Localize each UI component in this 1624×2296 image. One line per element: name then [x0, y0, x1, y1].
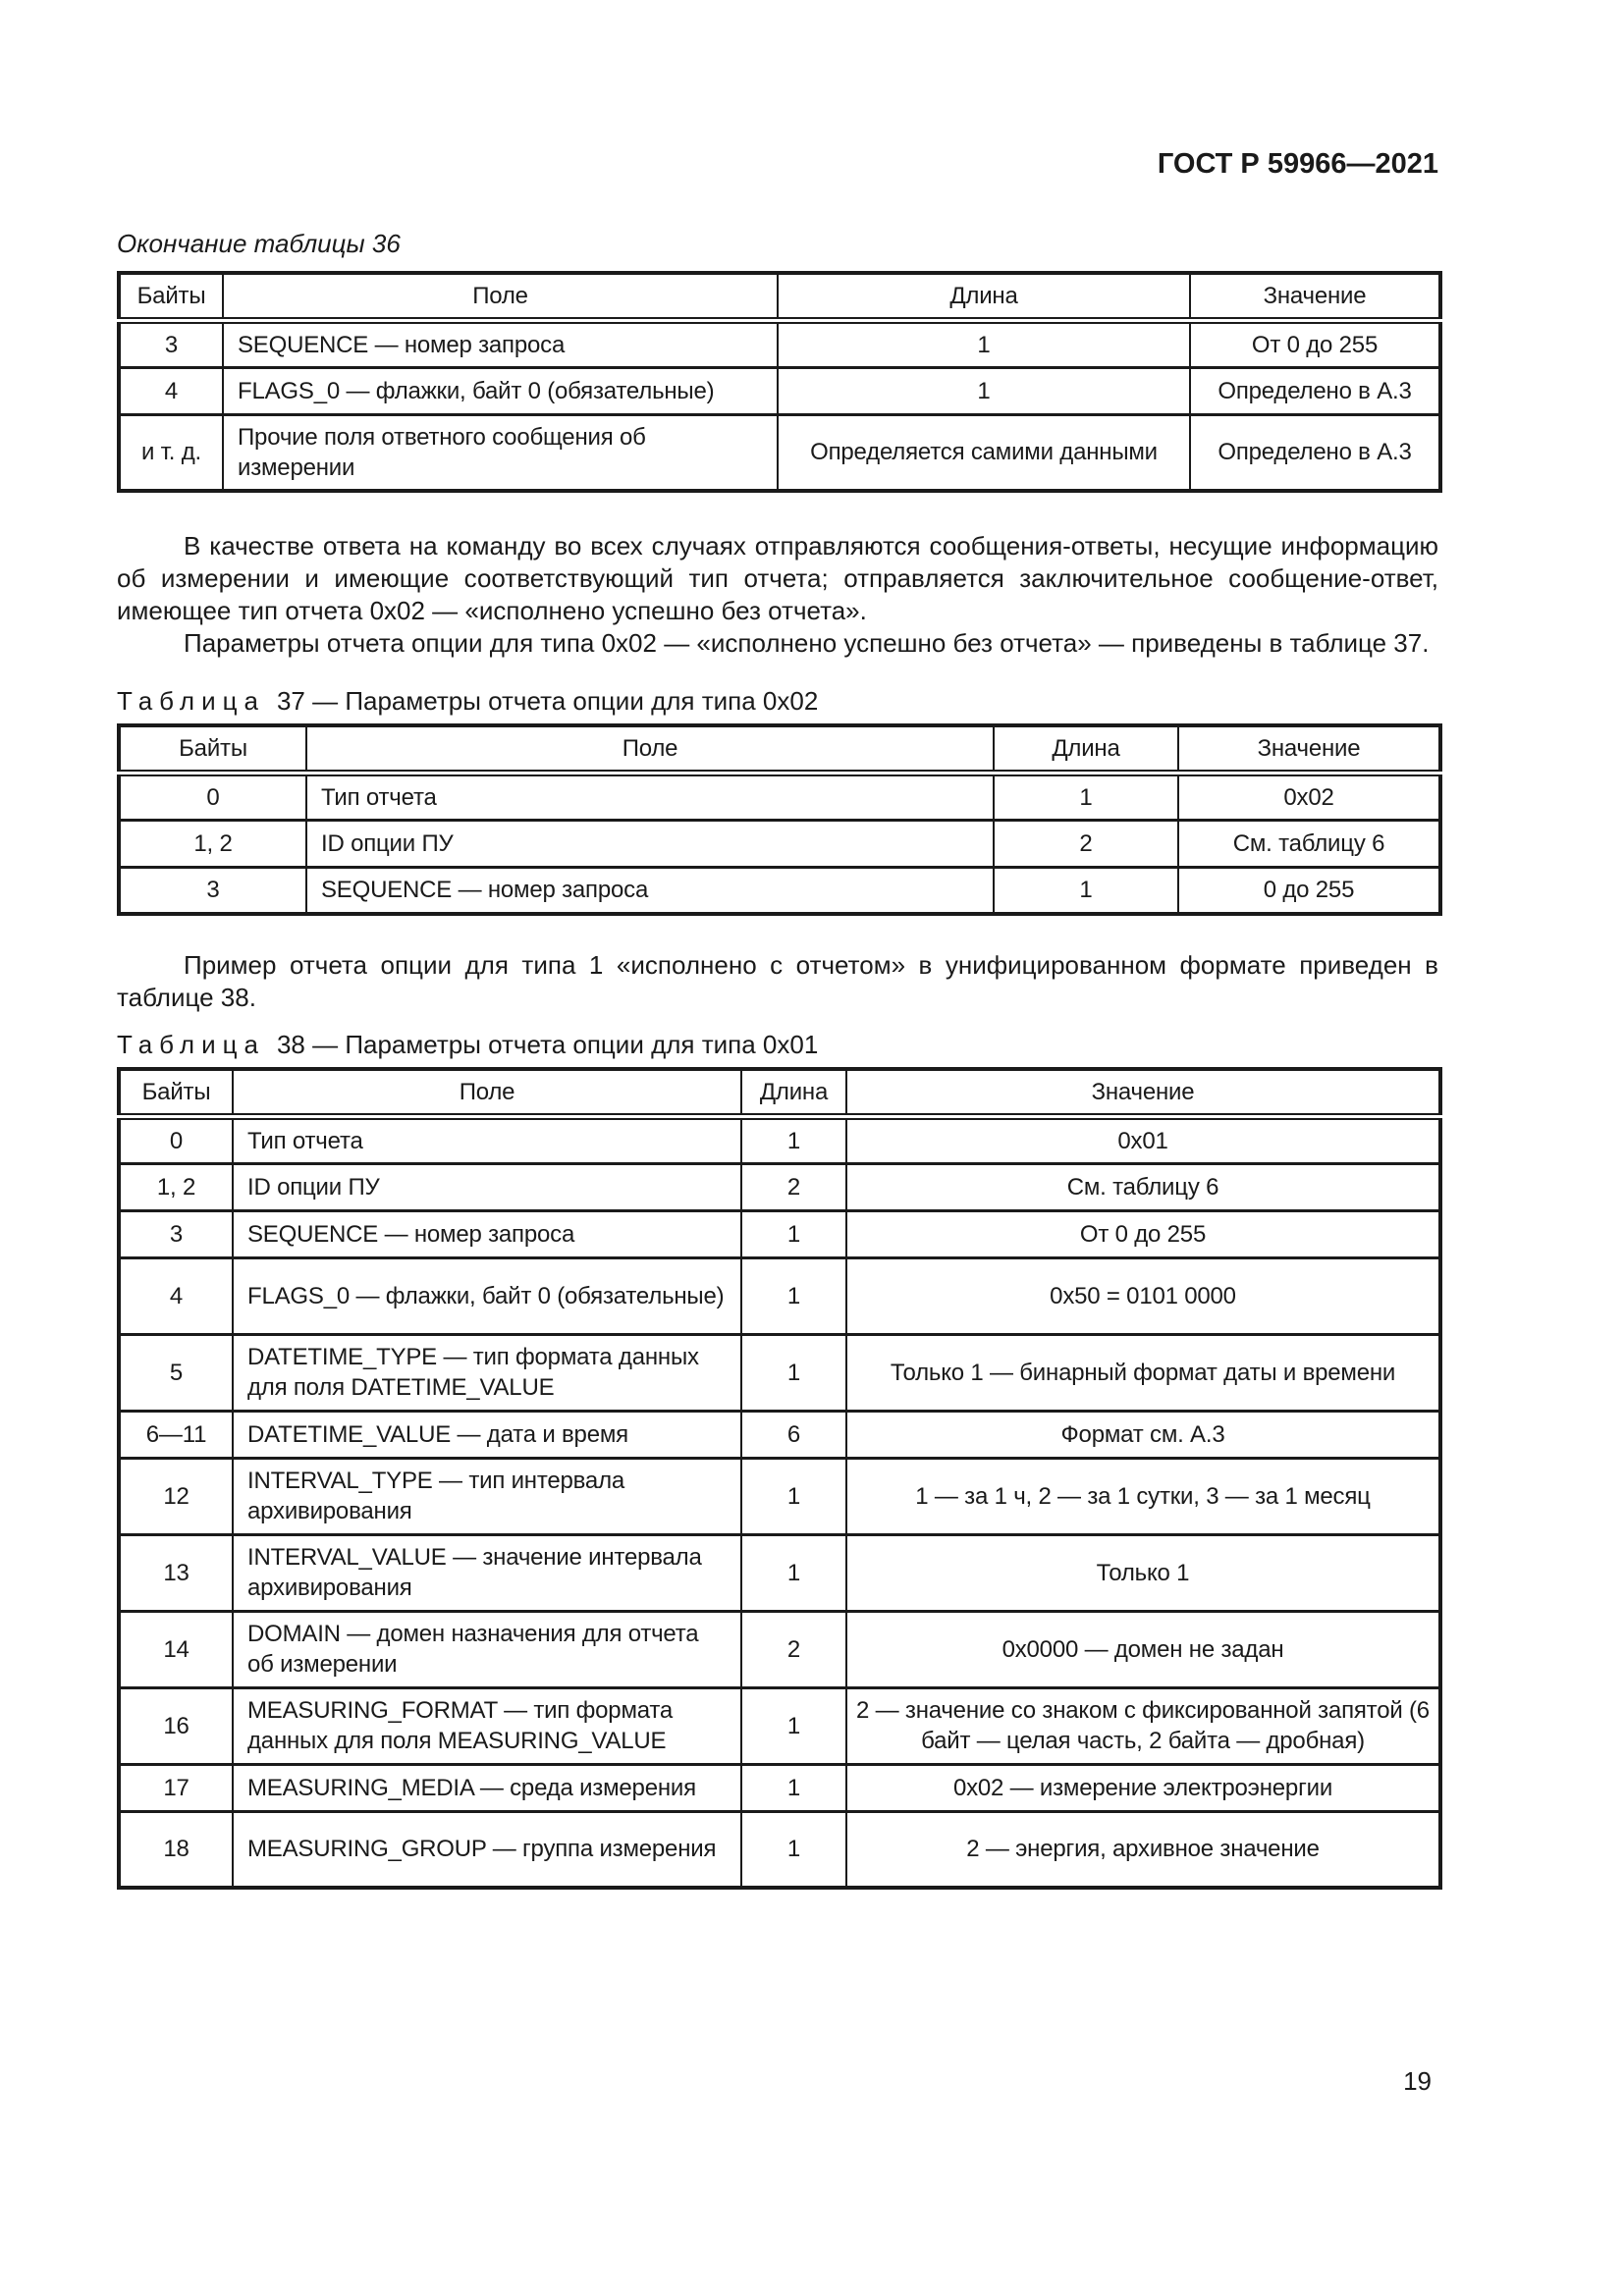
cell-field: INTERVAL_VALUE — значение интервала архивирования	[233, 1534, 741, 1611]
cell-length: 1	[741, 1257, 846, 1334]
cell-length: 1	[741, 1116, 846, 1163]
cell-bytes: 4	[119, 367, 223, 414]
paragraph-table37-intro: Параметры отчета опции для типа 0x02 — «исполнено успешно без отчета» — приведены в таблице 37.	[184, 628, 1430, 658]
column-header-value: Значение	[1190, 273, 1440, 320]
table-row	[119, 773, 1440, 820]
table-header-row	[119, 1069, 1440, 1116]
cell-bytes: 13	[119, 1534, 233, 1611]
table-row	[119, 1611, 1440, 1687]
table38-caption	[117, 1030, 1438, 1059]
cell-field: FLAGS_0 — флажки, байт 0 (обязательные)	[233, 1257, 741, 1334]
cell-field: SEQUENCE — номер запроса	[223, 320, 778, 367]
cell-length: 2	[741, 1163, 846, 1210]
column-header-value: Значение	[846, 1069, 1440, 1116]
cell-bytes: 3	[119, 320, 223, 367]
cell-length: Определяется самими данными	[778, 414, 1190, 491]
cell-value: 2 — значение со знаком с фиксированной запятой (6 байт — целая часть, 2 байта — дробная)	[846, 1687, 1440, 1764]
cell-bytes: и т. д.	[119, 414, 223, 491]
table-36-end	[117, 271, 1442, 493]
table37-caption-text: 37 — Параметры отчета опции для типа 0x02	[276, 686, 819, 716]
cell-value: 0x0000 — домен не задан	[846, 1611, 1440, 1687]
table-header-row	[119, 273, 1440, 320]
cell-bytes: 1, 2	[119, 820, 306, 867]
cell-field: DATETIME_VALUE — дата и время	[233, 1411, 741, 1458]
cell-length: 6	[741, 1411, 846, 1458]
table-row	[119, 1411, 1440, 1458]
table36-continuation-label: Окончание таблицы 36	[117, 229, 401, 258]
cell-length: 1	[994, 867, 1178, 914]
column-header-field: Поле	[223, 273, 778, 320]
cell-field: Прочие поля ответного сообщения об измерении	[223, 414, 778, 491]
column-header-value: Значение	[1178, 725, 1440, 773]
column-header-bytes: Байты	[119, 1069, 233, 1116]
cell-bytes: 1, 2	[119, 1163, 233, 1210]
table-row	[119, 1811, 1440, 1888]
cell-value: 0x50 = 0101 0000	[846, 1257, 1440, 1334]
cell-field: DATETIME_TYPE — тип формата данных для поля DATETIME_VALUE	[233, 1334, 741, 1411]
cell-length: 1	[741, 1210, 846, 1257]
cell-value: Определено в А.3	[1190, 414, 1440, 491]
cell-length: 1	[741, 1334, 846, 1411]
cell-bytes: 5	[119, 1334, 233, 1411]
cell-value: 2 — энергия, архивное значение	[846, 1811, 1440, 1888]
table-row	[119, 867, 1440, 914]
cell-length: 2	[994, 820, 1178, 867]
table38-caption-word: Таблица	[117, 1030, 265, 1059]
cell-length: 1	[741, 1458, 846, 1534]
table-row	[119, 1534, 1440, 1611]
cell-bytes: 3	[119, 1210, 233, 1257]
cell-bytes: 0	[119, 1116, 233, 1163]
cell-value: 0 до 255	[1178, 867, 1440, 914]
table-row	[119, 367, 1440, 414]
doc-code-header: ГОСТ Р 59966—2021	[1157, 148, 1438, 180]
cell-field: ID опции ПУ	[233, 1163, 741, 1210]
cell-field: ID опции ПУ	[306, 820, 994, 867]
cell-field: INTERVAL_TYPE — тип интервала архивирования	[233, 1458, 741, 1534]
cell-length: 1	[741, 1811, 846, 1888]
cell-value: 0x01	[846, 1116, 1440, 1163]
cell-bytes: 12	[119, 1458, 233, 1534]
paragraph-response-description: В качестве ответа на команду во всех случаях отправляются сообщения-ответы, несущие информацию об измерении и имеющие соответствующий тип отчета; отправляется заключительное сообщение-ответ, имеющее тип отчета 0x02 — «исполнено успешно без отчета».	[117, 531, 1438, 625]
column-header-length: Длина	[994, 725, 1178, 773]
cell-length: 1	[741, 1687, 846, 1764]
cell-length: 1	[778, 320, 1190, 367]
table-header-row	[119, 725, 1440, 773]
table-row	[119, 820, 1440, 867]
cell-bytes: 14	[119, 1611, 233, 1687]
cell-field: SEQUENCE — номер запроса	[233, 1210, 741, 1257]
column-header-bytes: Байты	[119, 273, 223, 320]
table-row	[119, 1764, 1440, 1811]
cell-length: 1	[778, 367, 1190, 414]
cell-value: См. таблицу 6	[1178, 820, 1440, 867]
cell-length: 1	[994, 773, 1178, 820]
table-38	[117, 1067, 1442, 1890]
cell-value: 1 — за 1 ч, 2 — за 1 сутки, 3 — за 1 месяц	[846, 1458, 1440, 1534]
cell-value: От 0 до 255	[1190, 320, 1440, 367]
cell-field: MEASURING_MEDIA — среда измерения	[233, 1764, 741, 1811]
cell-value: Определено в А.3	[1190, 367, 1440, 414]
cell-value: Только 1 — бинарный формат даты и времени	[846, 1334, 1440, 1411]
table-row	[119, 414, 1440, 491]
page-number: 19	[1403, 2066, 1432, 2096]
cell-field: MEASURING_FORMAT — тип формата данных для поля MEASURING_VALUE	[233, 1687, 741, 1764]
cell-bytes: 16	[119, 1687, 233, 1764]
cell-length: 1	[741, 1534, 846, 1611]
table-row	[119, 1687, 1440, 1764]
cell-bytes: 4	[119, 1257, 233, 1334]
table37-caption-word: Таблица	[117, 686, 265, 716]
cell-bytes: 0	[119, 773, 306, 820]
cell-value: Только 1	[846, 1534, 1440, 1611]
cell-field: Тип отчета	[233, 1116, 741, 1163]
cell-bytes: 18	[119, 1811, 233, 1888]
cell-value: Формат см. А.3	[846, 1411, 1440, 1458]
table-row	[119, 1163, 1440, 1210]
cell-field: Тип отчета	[306, 773, 994, 820]
column-header-length: Длина	[741, 1069, 846, 1116]
column-header-field: Поле	[306, 725, 994, 773]
column-header-length: Длина	[778, 273, 1190, 320]
cell-field: MEASURING_GROUP — группа измерения	[233, 1811, 741, 1888]
page-content	[117, 0, 1438, 1890]
cell-value: 0x02	[1178, 773, 1440, 820]
table-row	[119, 320, 1440, 367]
table37-caption	[117, 686, 1438, 716]
table38-caption-text: 38 — Параметры отчета опции для типа 0x01	[276, 1030, 819, 1059]
cell-field: DOMAIN — домен назначения для отчета об измерении	[233, 1611, 741, 1687]
paragraph-table38-intro: Пример отчета опции для типа 1 «исполнено с отчетом» в унифицированном формате приведен в таблице 38.	[117, 950, 1438, 1012]
table-37	[117, 723, 1442, 916]
cell-value: От 0 до 255	[846, 1210, 1440, 1257]
cell-bytes: 3	[119, 867, 306, 914]
cell-length: 1	[741, 1764, 846, 1811]
cell-bytes: 6—11	[119, 1411, 233, 1458]
table-row	[119, 1116, 1440, 1163]
table-row	[119, 1334, 1440, 1411]
cell-field: SEQUENCE — номер запроса	[306, 867, 994, 914]
cell-bytes: 17	[119, 1764, 233, 1811]
cell-value: 0x02 — измерение электроэнергии	[846, 1764, 1440, 1811]
cell-field: FLAGS_0 — флажки, байт 0 (обязательные)	[223, 367, 778, 414]
table-row	[119, 1257, 1440, 1334]
column-header-field: Поле	[233, 1069, 741, 1116]
table-row	[119, 1210, 1440, 1257]
column-header-bytes: Байты	[119, 725, 306, 773]
cell-value: См. таблицу 6	[846, 1163, 1440, 1210]
cell-length: 2	[741, 1611, 846, 1687]
table-row	[119, 1458, 1440, 1534]
